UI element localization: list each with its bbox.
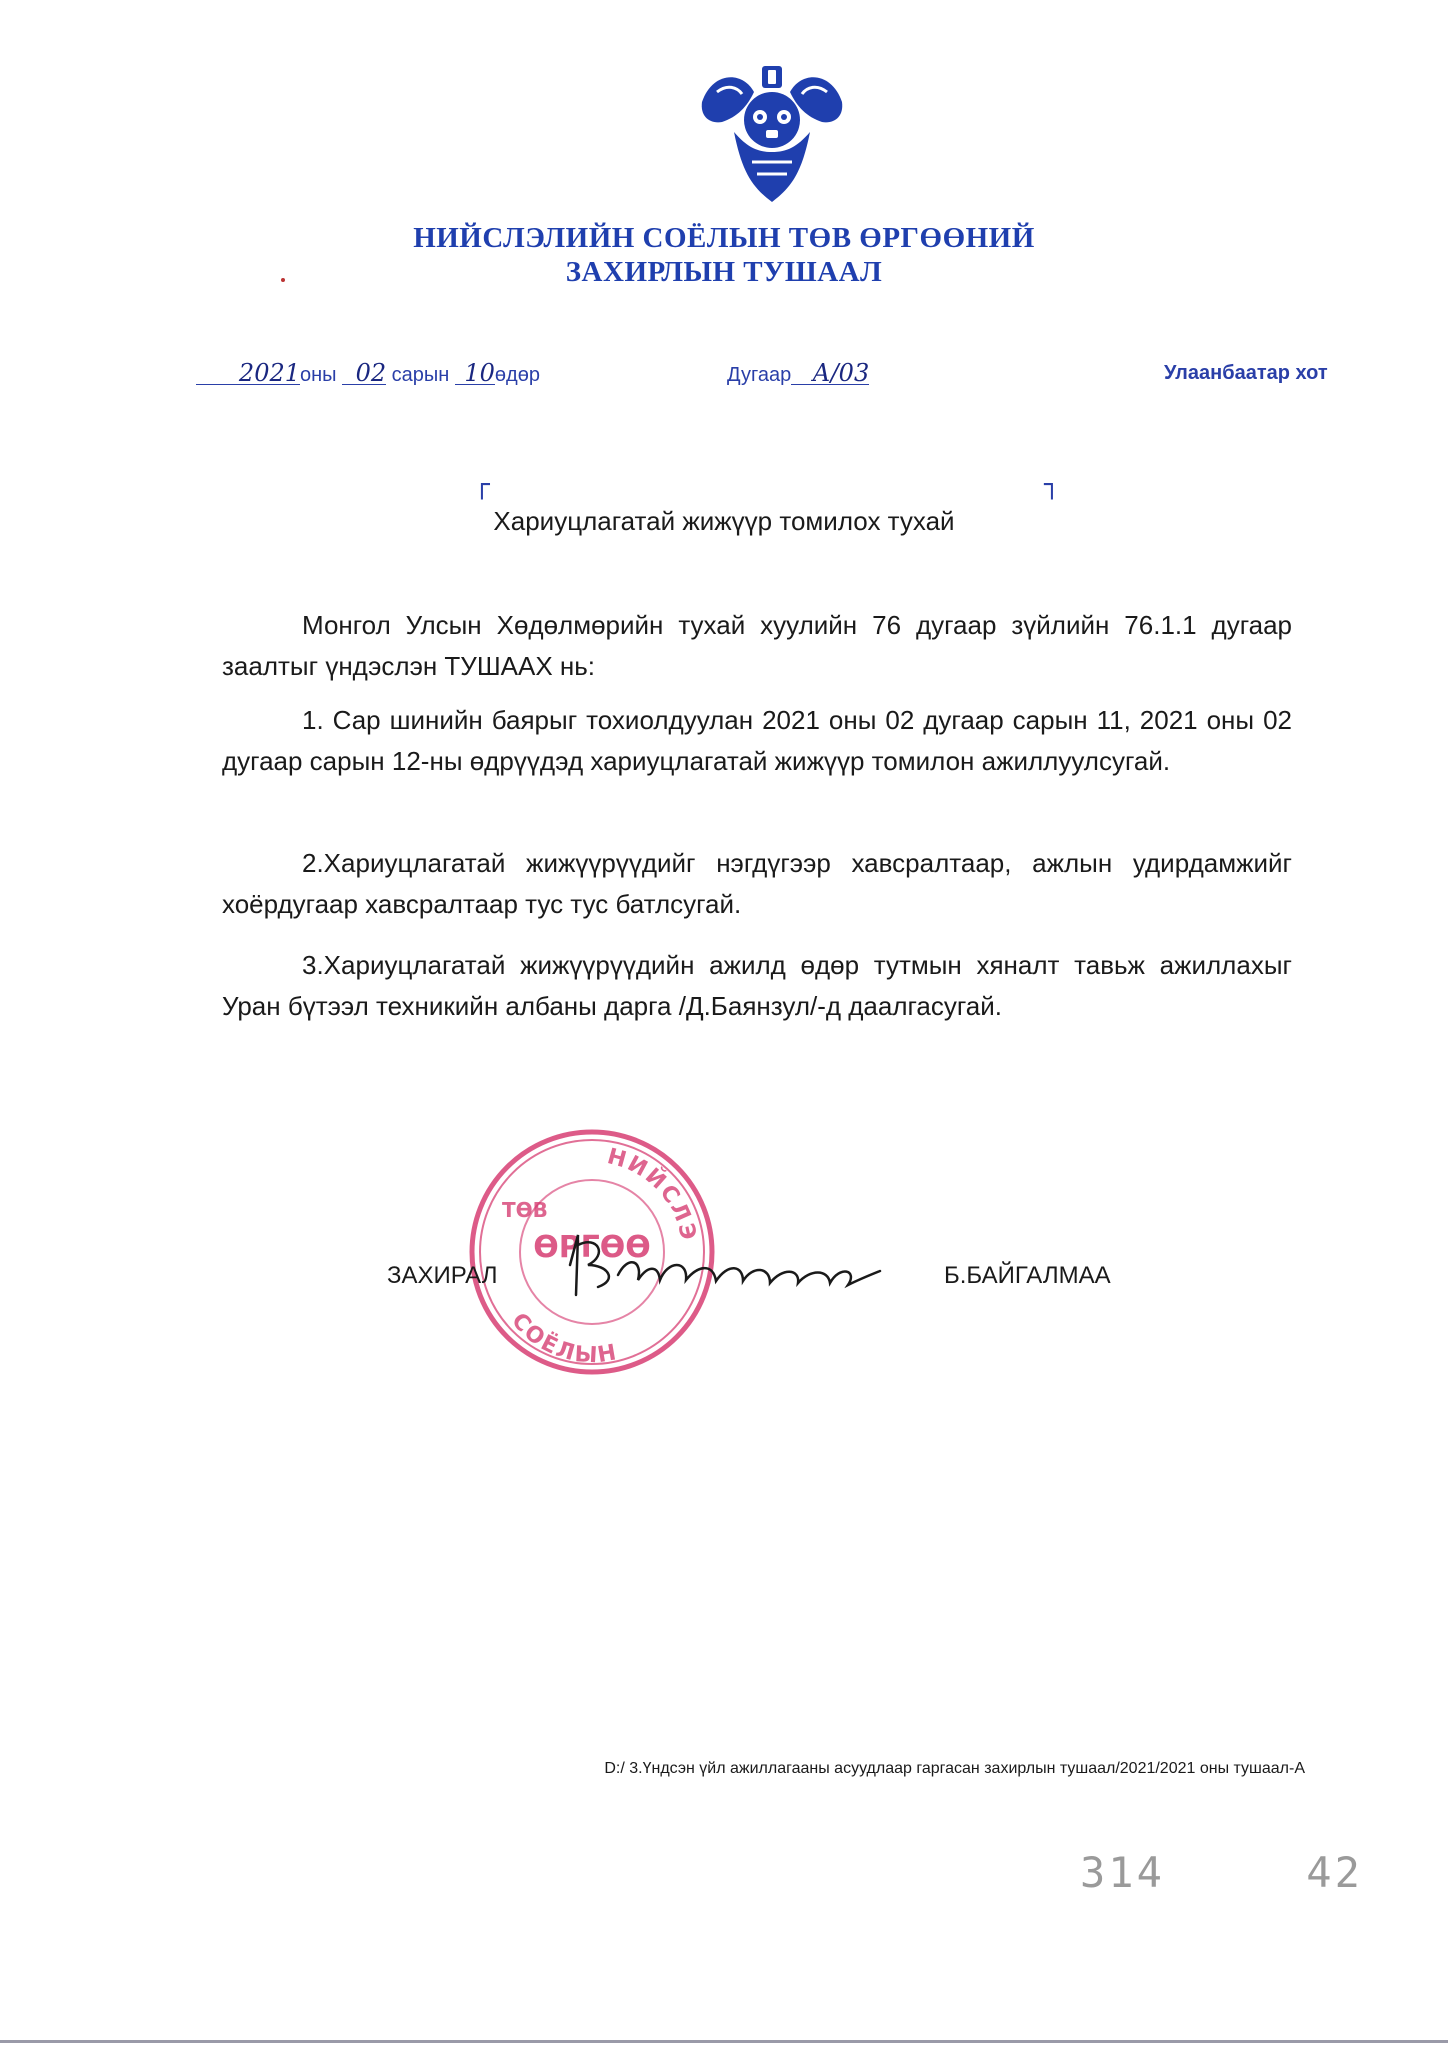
state-emblem-icon [692, 62, 852, 212]
order-number [727, 359, 870, 387]
subject-title: Хариуцлагатай жижүүр томилох тухай [493, 506, 955, 536]
month-suffix: сарын [391, 364, 450, 386]
stamp-bottom-text: СОЁЛЫН [506, 1308, 621, 1369]
stamp-center-text: ӨРГӨӨ [533, 1230, 651, 1265]
number-label: Дугаар [727, 364, 792, 386]
city: Улаанбаатар хот [1164, 362, 1328, 384]
year-suffix: оны [300, 364, 337, 386]
stamp-left-text: ТӨВ [502, 1198, 548, 1222]
paragraph-item-3: 3.Хариуцлагатай жижүүрүүдийн ажилд өдөр тутмын хяналт тавьж ажиллахыг Уран бүтээл техникийн албаны дарга /Д.Баянзул/-д даалгасугай. [222, 950, 1292, 1021]
day-value: 10 [455, 362, 495, 385]
number-value: А/03 [791, 362, 869, 385]
header-title-line1: НИЙСЛЭЛИЙН СОЁЛЫН ТӨВ ӨРГӨӨНИЙ [413, 222, 1035, 254]
header-title-line2: ЗАХИРЛЫН ТУШААЛ [565, 256, 883, 288]
paragraph-item-1: 1. Сар шинийн баярыг тохиолдуулан 2021 оны 02 дугаар сарын 11, 2021 оны 02 дугаар сарын 12-ны өдрүүдэд хариуцлагатай жижүүр томилон ажиллуулсугай. [222, 705, 1292, 776]
signature-position: ЗАХИРАЛ [387, 1262, 498, 1289]
stamp-top-text: НИЙСЛЭ [604, 1144, 701, 1244]
year-value: 2021 [196, 362, 300, 385]
scan-bottom-edge [0, 2040, 1448, 2043]
day-suffix: өдөр [494, 364, 540, 386]
paragraph-preamble: Монгол Улсын Хөдөлмөрийн тухай хуулийн 76 дугаар зүйлийн 76.1.1 дугаар заалтыг үндэслэн ТУШААХ нь: [222, 610, 1292, 681]
scan-mark [281, 278, 285, 282]
file-path-footer: D:/ 3.Үндсэн үйл ажиллагааны асуудлаар гаргасан захирлын тушаал/2021/2021 оны тушаал-А [604, 1760, 1305, 1777]
signature-name: Б.БАЙГАЛМАА [944, 1262, 1111, 1289]
month-value: 02 [342, 362, 386, 385]
serial-number: 314 42 [1080, 1848, 1363, 1897]
date-line [196, 359, 540, 387]
subject-bracket-left-icon: ┌ [474, 470, 490, 500]
handwritten-signature [548, 1225, 888, 1305]
subject-bracket-right-icon: ┐ [1044, 470, 1060, 500]
paragraph-item-2: 2.Хариуцлагатай жижүүрүүдийг нэгдүгээр хавсралтаар, ажлын удирдамжийг хоёрдугаар хавсралтаар тус тус батлсугай. [222, 848, 1292, 919]
